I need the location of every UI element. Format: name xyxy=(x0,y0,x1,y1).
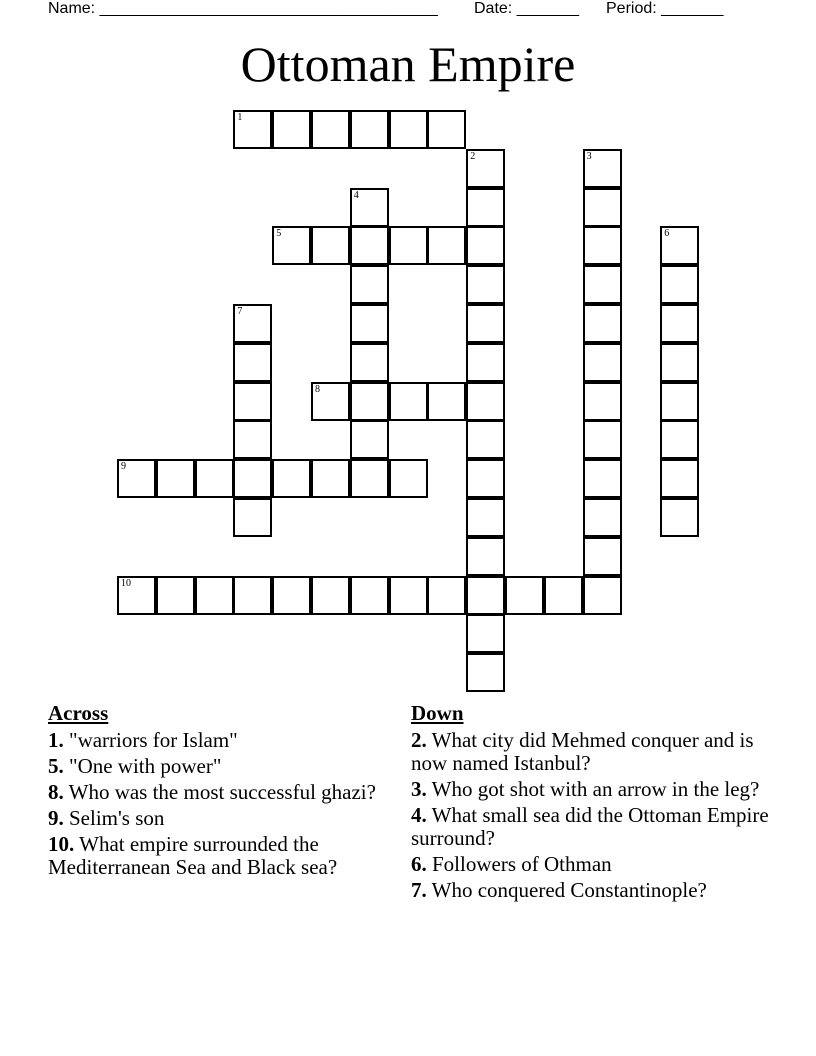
crossword-cell[interactable] xyxy=(660,304,699,343)
clue-text: "One with power" xyxy=(63,754,222,778)
clue-text: What city did Mehmed conquer and is now named Istanbul? xyxy=(411,728,754,775)
clue-text: Who was the most successful ghazi? xyxy=(63,780,376,804)
clue-number-label: 6. xyxy=(411,852,427,876)
crossword-cell[interactable] xyxy=(156,459,195,498)
crossword-cell[interactable] xyxy=(583,149,622,188)
crossword-cell[interactable] xyxy=(117,459,156,498)
crossword-cell[interactable] xyxy=(311,459,350,498)
crossword-cell[interactable] xyxy=(233,343,272,382)
clue-text: Followers of Othman xyxy=(426,852,612,876)
across-clue xyxy=(48,807,408,830)
crossword-cell[interactable] xyxy=(272,576,311,615)
clue-text: What empire surrounded the Mediterranean Sea and Black sea? xyxy=(48,832,338,879)
crossword-cell[interactable] xyxy=(350,188,389,227)
clue-number-label: 2. xyxy=(411,728,427,752)
crossword-cell[interactable] xyxy=(389,382,428,421)
crossword-cell[interactable] xyxy=(233,420,272,459)
down-clue xyxy=(411,853,771,876)
clue-number: 4 xyxy=(353,189,359,201)
crossword-cell[interactable] xyxy=(350,226,389,265)
clue-number-label: 7. xyxy=(411,878,427,902)
crossword-cell[interactable] xyxy=(466,382,505,421)
down-clue xyxy=(411,804,771,850)
crossword-cell[interactable] xyxy=(466,576,505,615)
crossword-cell[interactable] xyxy=(427,382,466,421)
crossword-cell[interactable] xyxy=(466,653,505,692)
clue-number-label: 4. xyxy=(411,803,427,827)
crossword-cell[interactable] xyxy=(427,110,466,149)
crossword-cell[interactable] xyxy=(583,188,622,227)
crossword-cell[interactable] xyxy=(660,382,699,421)
clue-number-label: 5. xyxy=(48,754,64,778)
across-clue xyxy=(48,729,408,752)
name-field[interactable]: Name: ______________________________________ xyxy=(48,0,438,17)
crossword-cell[interactable] xyxy=(583,459,622,498)
crossword-cell[interactable] xyxy=(466,188,505,227)
clue-text: Who conquered Constantinople? xyxy=(426,878,707,902)
crossword-cell[interactable] xyxy=(466,343,505,382)
clue-text: Selim's son xyxy=(63,806,165,830)
clue-number-label: 10. xyxy=(48,832,75,856)
crossword-cell[interactable] xyxy=(466,614,505,653)
crossword-cell[interactable] xyxy=(350,459,389,498)
clue-number: 8 xyxy=(315,383,320,395)
clue-number-label: 3. xyxy=(411,777,427,801)
clue-number: 9 xyxy=(121,461,126,473)
across-clue xyxy=(48,833,408,879)
clue-number-label: 8. xyxy=(48,780,64,804)
crossword-cell[interactable] xyxy=(350,420,389,459)
clue-number: 2 xyxy=(470,150,476,162)
crossword-cell[interactable] xyxy=(272,226,311,265)
crossword-cell[interactable] xyxy=(583,537,622,576)
crossword-cell[interactable] xyxy=(311,382,350,421)
crossword-cell[interactable] xyxy=(311,110,350,149)
clue-number: 6 xyxy=(664,228,670,240)
crossword-cell[interactable] xyxy=(466,226,505,265)
clue-number: 7 xyxy=(237,306,243,317)
crossword-cell[interactable] xyxy=(660,498,699,537)
crossword-cell[interactable] xyxy=(583,226,622,265)
crossword-cell[interactable] xyxy=(350,304,389,343)
crossword-cell[interactable] xyxy=(233,304,272,343)
crossword-cell[interactable] xyxy=(350,343,389,382)
crossword-cell[interactable] xyxy=(233,110,272,149)
crossword-cell[interactable] xyxy=(466,459,505,498)
clue-number-label: 1. xyxy=(48,728,64,752)
across-heading: Across xyxy=(48,701,109,725)
crossword-cell[interactable] xyxy=(505,576,544,615)
crossword-cell[interactable] xyxy=(272,459,311,498)
down-clue xyxy=(411,778,771,801)
crossword-cell[interactable] xyxy=(389,226,428,265)
crossword-cell[interactable] xyxy=(583,265,622,304)
crossword-cell[interactable] xyxy=(233,498,272,537)
crossword-cell[interactable] xyxy=(311,576,350,615)
crossword-cell[interactable] xyxy=(427,226,466,265)
student-info-line xyxy=(48,0,768,22)
crossword-cell[interactable] xyxy=(427,576,466,615)
crossword-cell[interactable] xyxy=(350,265,389,304)
down-clues xyxy=(411,702,771,905)
clue-number: 3 xyxy=(586,150,592,162)
crossword-cell[interactable] xyxy=(583,382,622,421)
crossword-cell[interactable] xyxy=(272,110,311,149)
crossword-cell[interactable] xyxy=(583,304,622,343)
clue-number: 5 xyxy=(276,228,282,240)
crossword-cell[interactable] xyxy=(583,420,622,459)
crossword-cell[interactable] xyxy=(660,459,699,498)
down-clue xyxy=(411,729,771,775)
clue-number: 1 xyxy=(237,112,243,123)
crossword-cell[interactable] xyxy=(195,459,234,498)
crossword-cell[interactable] xyxy=(389,110,428,149)
crossword-cell[interactable] xyxy=(660,226,699,265)
crossword-cell[interactable] xyxy=(466,498,505,537)
crossword-cell[interactable] xyxy=(583,498,622,537)
crossword-cell[interactable] xyxy=(466,304,505,343)
clue-number-label: 9. xyxy=(48,806,64,830)
down-heading: Down xyxy=(411,701,464,725)
clue-text: "warriors for Islam" xyxy=(63,728,238,752)
crossword-cell[interactable] xyxy=(389,576,428,615)
crossword-cell[interactable] xyxy=(660,265,699,304)
crossword-cell[interactable] xyxy=(233,459,272,498)
crossword-cell[interactable] xyxy=(117,576,156,615)
crossword-cell[interactable] xyxy=(583,576,622,615)
crossword-cell[interactable] xyxy=(466,265,505,304)
clue-text: What small sea did the Ottoman Empire surround? xyxy=(411,803,769,850)
crossword-cell[interactable] xyxy=(660,420,699,459)
clue-text: Who got shot with an arrow in the leg? xyxy=(426,777,760,801)
crossword-cell[interactable] xyxy=(583,343,622,382)
crossword-cell[interactable] xyxy=(350,382,389,421)
across-clue xyxy=(48,781,408,804)
crossword-cell[interactable] xyxy=(350,110,389,149)
crossword-cell[interactable] xyxy=(311,226,350,265)
page-title: Ottoman Empire xyxy=(240,36,576,92)
crossword-cell[interactable] xyxy=(233,576,272,615)
across-clue xyxy=(48,755,408,778)
crossword-cell[interactable] xyxy=(389,459,428,498)
crossword-cell[interactable] xyxy=(156,576,195,615)
crossword-cell[interactable] xyxy=(350,576,389,615)
crossword-cell[interactable] xyxy=(466,420,505,459)
clue-number: 10 xyxy=(121,577,131,589)
crossword-cell[interactable] xyxy=(195,576,234,615)
period-field[interactable]: Period: _______ xyxy=(606,0,724,17)
down-clue xyxy=(411,879,771,902)
date-field[interactable]: Date: _______ xyxy=(474,0,579,17)
across-clues xyxy=(48,702,408,882)
crossword-cell[interactable] xyxy=(466,537,505,576)
crossword-cell[interactable] xyxy=(660,343,699,382)
crossword-cell[interactable] xyxy=(233,382,272,421)
crossword-cell[interactable] xyxy=(544,576,583,615)
crossword-cell[interactable] xyxy=(466,149,505,188)
